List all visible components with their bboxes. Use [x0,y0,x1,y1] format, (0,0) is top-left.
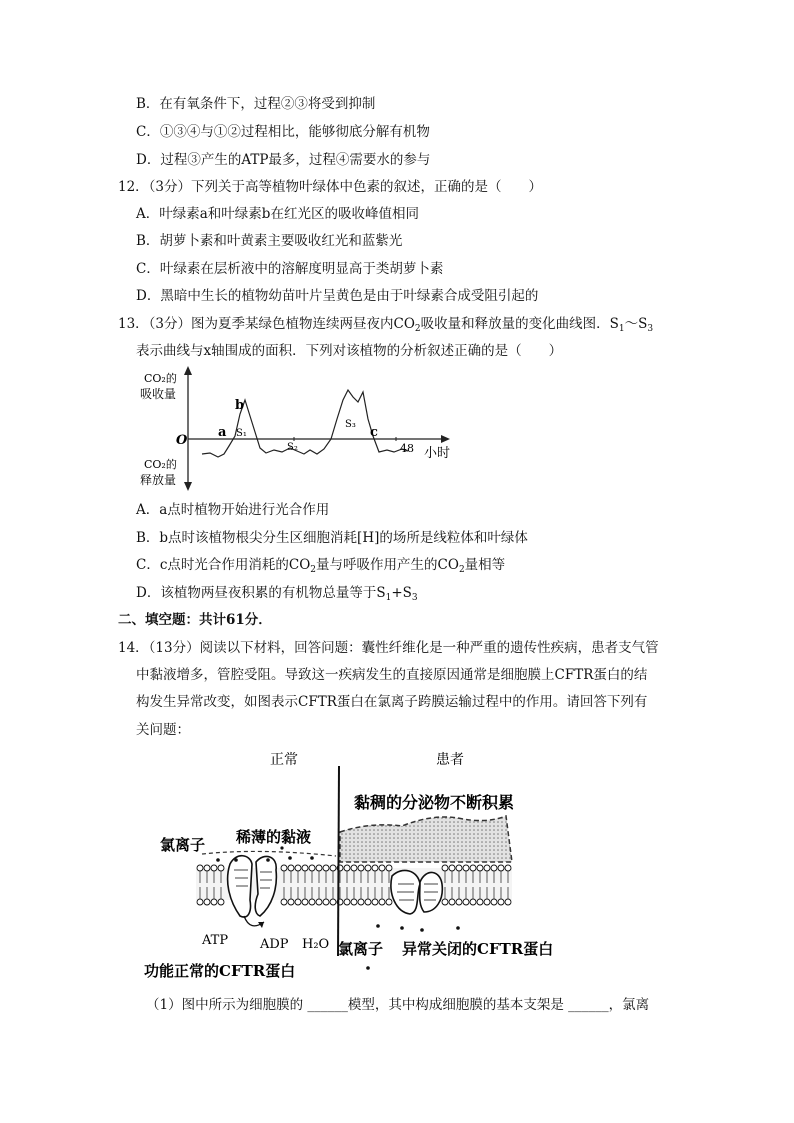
area-s2-label: S₂ [287,442,298,453]
q12-option-d: D．黑暗中生长的植物幼苗叶片呈黄色是由于叶绿素合成受阻引起的 [136,288,539,304]
area-s1-label: S₁ [236,428,247,439]
q13-option-b: B．b点时该植物根尖分生区细胞消耗[H]的场所是线粒体和叶绿体 [136,530,528,546]
area-s3-label: S₃ [345,419,356,430]
thin-mucus-boundary [202,851,336,856]
q11-option-d: D．过程③产生的ATP最多，过程④需要水的参与 [136,152,431,168]
normal-patient-divider [338,766,339,956]
label-patient: 患者 [436,752,464,768]
q13-option-a: A．a点时植物开始进行光合作用 [136,502,330,518]
x-axis-label: 小时 [424,446,451,461]
label-chloride-top: 氯离子 [160,836,206,854]
q12-stem: 12．（3分）下列关于高等植物叶绿体中色素的叙述，正确的是（ ） [118,179,543,195]
label-atp: ATP [202,933,229,948]
point-b-label: b [235,398,245,413]
label-adp: ADP [260,937,289,952]
label-functional-cftr: 功能正常的CFTR蛋白 [144,962,296,980]
section-2-heading: 二、填空题：共计61分． [118,612,272,628]
y-axis-arrow-down [184,482,192,491]
y-bottom-label-line1: CO₂的 [144,458,177,471]
label-thick-mucus: 黏稠的分泌物不断积累 [354,793,515,812]
q13-stem: 13．（3分）图为夏季某绿色植物连续两昼夜内$CO_2$吸收量和释放量的变化曲线图．$S_1\sim S_3$ [118,316,654,334]
q12-option-a: A．叶绿素a和叶绿素b在红光区的吸收峰值相同 [136,206,419,222]
q14-line2: 中黏液增多，管腔受阻。导致这一疾病发生的直接原因通常是细胞膜上CFTR蛋白的结 [136,667,648,683]
label-thin-mucus: 稀薄的黏液 [236,828,312,846]
q13-option-c: C．c点时光合作用消耗的$CO_2$量与呼吸作用产生的$CO_2$量相等 [136,557,506,575]
co2-curve [202,390,408,457]
q14-line4: 关问题： [136,722,190,738]
label-h2o: H₂O [302,937,330,952]
y-bottom-label-line2: 释放量 [140,473,177,487]
q13-option-d: D．该植物两昼夜积累的有机物总量等于$S_1+S_3$ [136,585,418,603]
q14-cftr-membrane-figure [140,744,580,984]
q14-subquestion-1: （1）图中所示为细胞膜的 ______模型，其中构成细胞膜的基本支架是 ______，氯离 [146,997,650,1013]
point-c-label: c [370,425,378,440]
x-axis-arrow [441,435,450,443]
label-normal: 正常 [270,752,298,768]
y-top-label-line2: 吸收量 [140,387,177,401]
point-a-label: a [218,425,227,440]
q13-stem-line2: 表示曲线与x轴围成的面积．下列对该植物的分析叙述正确的是（ ） [136,343,563,359]
q12-option-b: B．胡萝卜素和叶黄素主要吸收红光和蓝紫光 [136,233,403,249]
y-axis-arrow-up [184,366,192,375]
q13-co2-curve-figure [132,364,462,492]
label-abnormal-cftr: 异常关闭的CFTR蛋白 [402,940,554,958]
label-chloride-bottom: 氯离子 [338,940,384,958]
thick-mucus-layer [340,816,512,862]
q11-option-c: C．①③④与①②过程相比，能够彻底分解有机物 [136,124,430,140]
tick-48-label: 48 [400,442,414,455]
normal-cftr-protein-right [255,856,276,916]
q14-line1: 14．（13分）阅读以下材料，回答问题：囊性纤维化是一种严重的遗传性疾病，患者支气管 [118,640,659,656]
q11-option-b: B．在有氧条件下，过程②③将受到抑制 [136,96,376,112]
q14-line3: 构发生异常改变，如图表示CFTR蛋白在氯离子跨膜运输过程中的作用。请回答下列有 [136,694,648,710]
origin-label: O [176,433,188,448]
y-top-label-line1: CO₂的 [144,372,177,385]
q12-option-c: C．叶绿素在层析液中的溶解度明显高于类胡萝卜素 [136,261,444,277]
